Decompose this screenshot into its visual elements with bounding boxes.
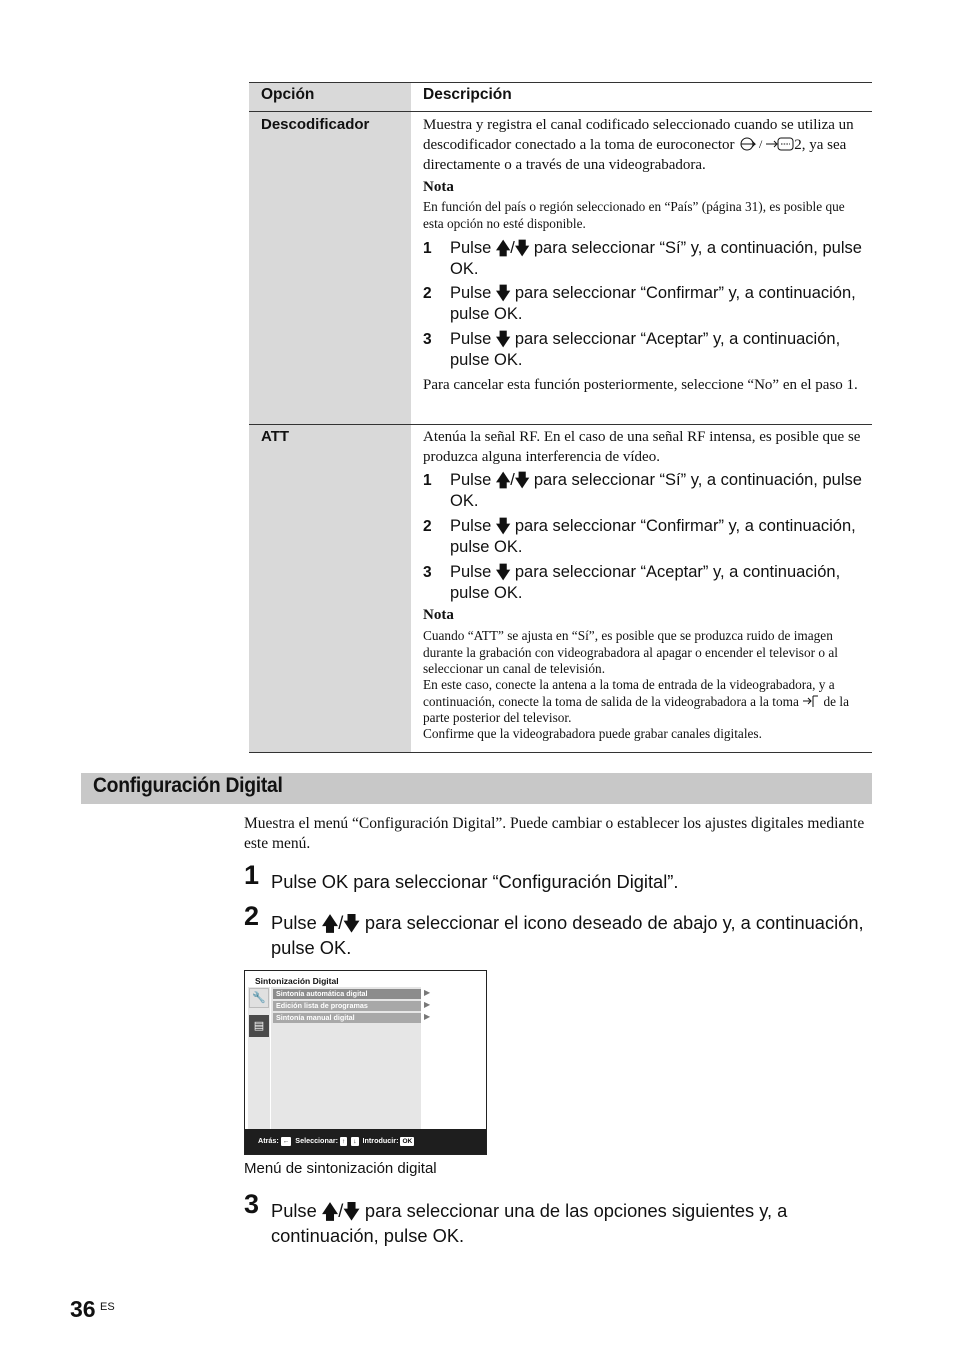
down-arrow-icon: 🡇 <box>343 1202 360 1223</box>
menu-icon-column <box>248 987 270 1129</box>
menu-item-auto-tuning: Sintonía automática digital <box>273 989 421 999</box>
up-arrow-icon: ↑ <box>342 1138 346 1145</box>
step-number: 3 <box>244 1189 260 1219</box>
euroconnector-icon <box>738 137 794 153</box>
att-note-text-2-pre: En este caso, conecte la antena a la toma de entrada de la videograbadora, y a continuación, conecte la toma de salida de la videograbadora a la toma <box>423 677 835 709</box>
menu-item-manual-tuning: Sintonía manual digital <box>273 1013 421 1023</box>
footer-back-label: Atrás: <box>258 1136 279 1145</box>
menu-item-program-list: Edición lista de programas <box>273 1001 421 1011</box>
svg-text:/: / <box>759 137 763 151</box>
step-pre: Pulse <box>271 912 317 933</box>
step-pre: Pulse <box>450 284 492 302</box>
step-pre: Pulse <box>450 330 492 348</box>
menu-title: Sintonización Digital <box>255 976 339 986</box>
att-note-text-2 <box>423 677 868 727</box>
tv-icon: ▤ <box>249 1015 269 1037</box>
descodificador-description-pre: Muestra y registra el canal codificado seleccionado cuando se utiliza un descodificador conectado a la toma de euroconector <box>423 117 854 153</box>
table-row-rule <box>249 424 872 425</box>
menu-footer <box>245 1129 486 1154</box>
step-number: 1 <box>244 860 260 890</box>
option-att: ATT <box>261 428 290 445</box>
step-number: 1 <box>423 240 432 257</box>
step-number: 2 <box>244 901 260 931</box>
descodificador-note-title: Nota <box>423 179 454 195</box>
descodificador-step-2 <box>423 283 868 325</box>
att-note-title: Nota <box>423 607 454 623</box>
antenna-input-icon <box>802 694 820 709</box>
table-header-option: Opción <box>261 86 315 103</box>
att-description: Atenúa la señal RF. En el caso de una señal RF intensa, es posible que se produzca alguna interferencia de vídeo. <box>423 429 861 465</box>
descodificador-step-1: 1 Pulse 🡅/🡇 para seleccionar “Sí” y, a continuación, pulse OK. <box>423 238 868 280</box>
table-header-description: Descripción <box>423 86 512 103</box>
back-arrow-icon: ← <box>282 1138 290 1145</box>
down-arrow-icon: 🡇 <box>495 283 511 303</box>
step-number: 3 <box>423 331 432 348</box>
step-post: para seleccionar “Aceptar” y, a continuación, pulse OK. <box>450 330 841 369</box>
descodificador-description <box>423 115 868 175</box>
menu-footer-text <box>258 1136 416 1146</box>
down-arrow-icon: ↓ <box>353 1138 357 1145</box>
page-language-suffix: ES <box>100 1301 115 1313</box>
page-number: 36 <box>70 1296 96 1322</box>
step-post: para seleccionar el icono deseado de abajo y, a continuación, pulse OK. <box>271 912 864 958</box>
chevron-right-icon: ▶ <box>424 988 431 997</box>
ok-key: OK <box>402 1138 413 1145</box>
up-arrow-icon: 🡅 <box>495 470 511 490</box>
option-column-background <box>249 83 411 753</box>
step-pre: Pulse <box>271 1200 317 1221</box>
down-arrow-icon: 🡇 <box>343 914 360 935</box>
step-post: para seleccionar “Sí” y, a continuación, pulse OK. <box>450 239 862 278</box>
step-number: 2 <box>423 285 432 302</box>
up-arrow-icon: 🡅 <box>321 914 339 935</box>
section-step-1 <box>244 860 864 893</box>
footer-enter-label: Introducir: <box>362 1136 399 1145</box>
att-note-text-3: Confirme que la videograbadora puede grabar canales digitales. <box>423 726 762 741</box>
digital-tuning-menu-screenshot <box>244 970 487 1155</box>
step-number: 2 <box>423 518 432 535</box>
descodificador-note-text: En función del país o región seleccionado en “País” (página 31), es posible que esta opción no esté disponible. <box>423 199 845 231</box>
att-step-1: 1 Pulse 🡅/🡇 para seleccionar “Sí” y, a continuación, pulse OK. <box>423 470 868 512</box>
wrench-icon: 🔧 <box>249 988 269 1008</box>
down-arrow-icon: 🡇 <box>495 329 511 349</box>
step-number: 3 <box>423 564 432 581</box>
step-pre: Pulse <box>450 239 492 257</box>
att-step-3 <box>423 562 868 604</box>
down-arrow-icon: 🡇 <box>514 238 530 258</box>
step-post: para seleccionar “Confirmar” y, a continuación, pulse OK. <box>450 517 856 556</box>
att-note-text-1: Cuando “ATT” se ajusta en “Sí”, es posible que se produzca ruido de imagen durante la grabación con videograbadora al apagar o encender el televisor o al seleccionar un canal de televisión. <box>423 628 838 676</box>
step-post: para seleccionar “Confirmar” y, a continuación, pulse OK. <box>450 284 856 323</box>
step-pre: Pulse <box>450 471 492 489</box>
section-step-3: 3 Pulse 🡅/🡇 para seleccionar una de las opciones siguientes y, a continuación, pulse OK. <box>244 1189 788 1246</box>
up-arrow-icon: 🡅 <box>321 1202 339 1223</box>
chevron-right-icon: ▶ <box>424 1012 431 1021</box>
section-title: Configuración Digital <box>93 774 283 797</box>
step-post: para seleccionar “Sí” y, a continuación, pulse OK. <box>450 471 862 510</box>
step-pre: Pulse <box>450 563 492 581</box>
down-arrow-icon: 🡇 <box>495 562 511 582</box>
att-step-2 <box>423 516 868 558</box>
step-text: Pulse OK para seleccionar “Configuración Digital”. <box>271 871 679 892</box>
footer-select-label: Seleccionar: <box>295 1136 339 1145</box>
step-post: para seleccionar una de las opciones siguientes y, a continuación, pulse OK. <box>271 1200 788 1246</box>
step-post: para seleccionar “Aceptar” y, a continuación, pulse OK. <box>450 563 841 602</box>
down-arrow-icon: 🡇 <box>495 516 511 536</box>
option-descodificador: Descodificador <box>261 116 370 133</box>
att-note-text-2-post: de la parte posterior del televisor. <box>423 693 849 725</box>
descodificador-step-3 <box>423 329 868 371</box>
section-step-2: 2 Pulse 🡅/🡇 para seleccionar el icono deseado de abajo y, a continuación, pulse OK. <box>244 901 864 958</box>
step-pre: Pulse <box>450 517 492 535</box>
descodificador-description-post: 2, ya sea directamente o a través de una videograbadora. <box>423 137 847 173</box>
step-number: 1 <box>423 472 432 489</box>
menu-caption: Menú de sintonización digital <box>244 1160 437 1177</box>
up-arrow-icon: 🡅 <box>495 238 511 258</box>
table-top-rule <box>249 82 872 83</box>
table-header-rule <box>249 111 872 112</box>
down-arrow-icon: 🡇 <box>514 470 530 490</box>
descodificador-footer-text: Para cancelar esta función posteriormente, seleccione “No” en el paso 1. <box>423 377 858 393</box>
table-bottom-rule <box>249 752 872 753</box>
chevron-right-icon: ▶ <box>424 1000 431 1009</box>
section-intro: Muestra el menú “Configuración Digital”. Puede cambiar o establecer los ajustes digitales mediante este menú. <box>244 815 865 852</box>
